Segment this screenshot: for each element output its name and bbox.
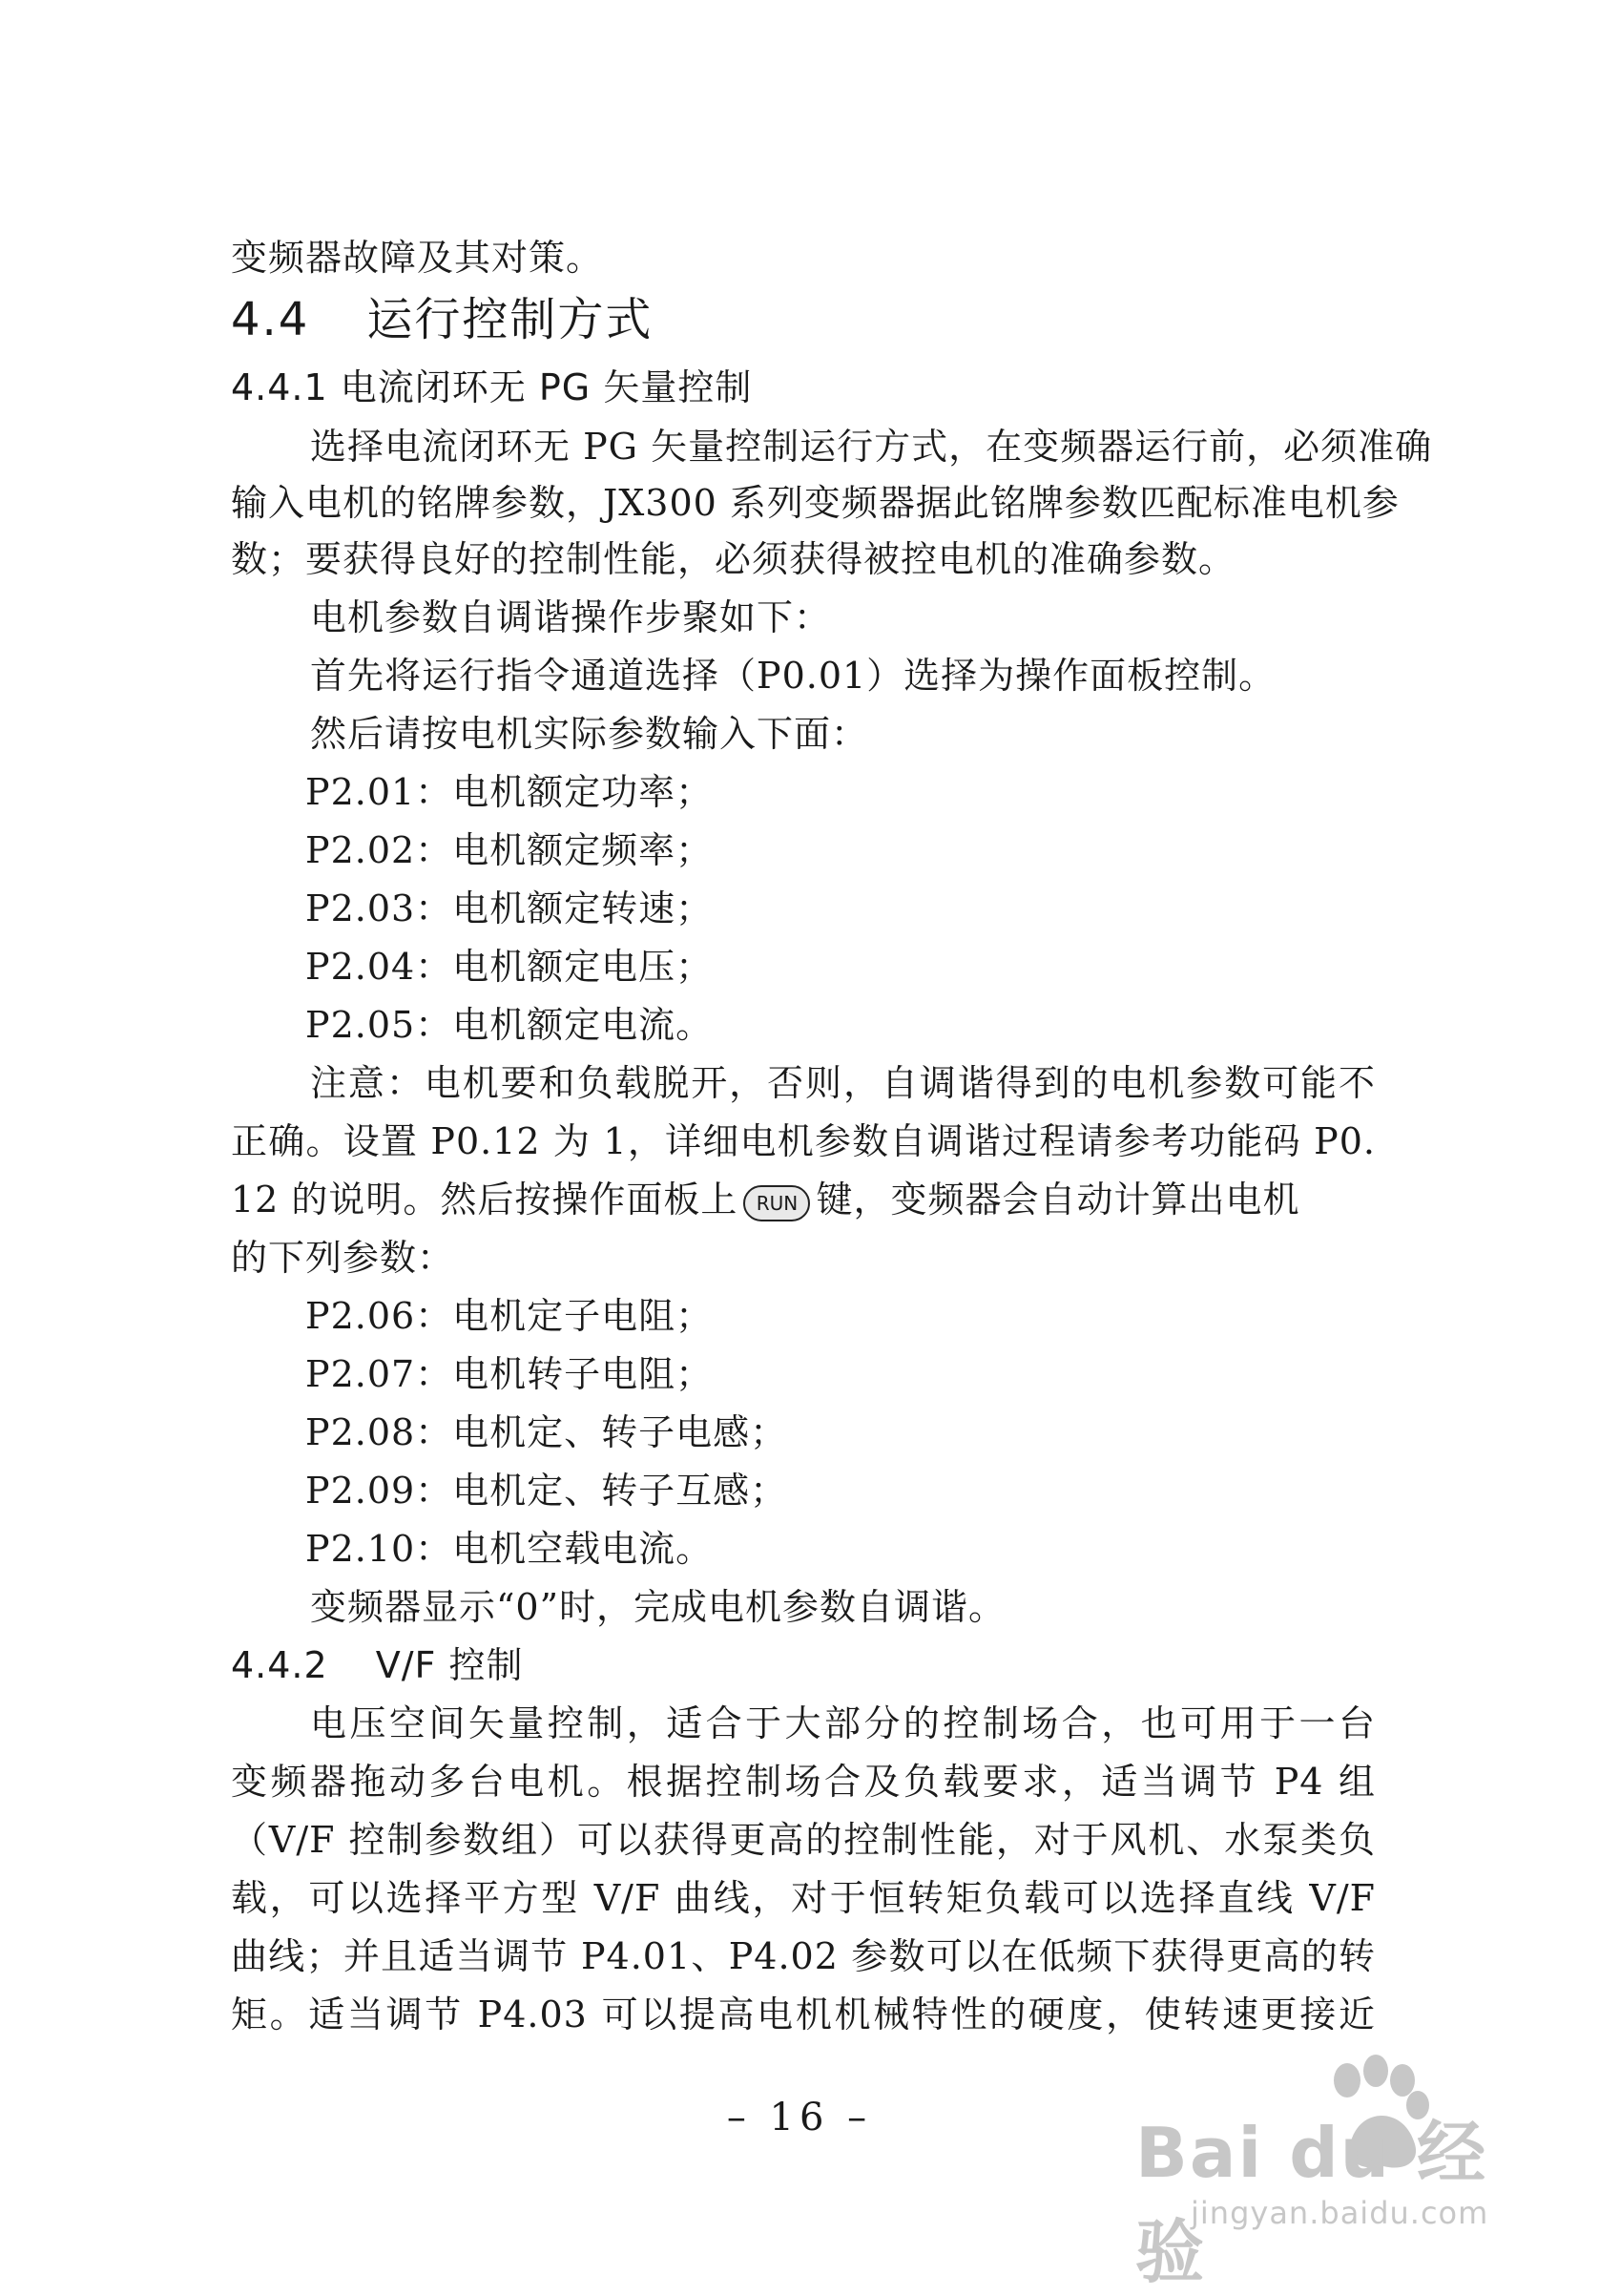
param-item: P2.03：电机额定转速； (305, 887, 714, 929)
section-title: 运行控制方式 (366, 293, 654, 346)
subsection-heading-2 (231, 1643, 523, 1687)
note-text-before-key: 12 的说明。然后按操作面板上 (231, 1179, 738, 1221)
paragraph-line: 矩。适当调节 P4.03 可以提高电机机械特性的硬度，使转速更接近 (231, 1993, 1376, 2035)
paragraph-line: （V/F 控制参数组）可以获得更高的控制性能，对于风机、水泵类负 (231, 1819, 1376, 1861)
param-item: P2.06：电机定子电阻； (305, 1295, 714, 1337)
note-line: 正确。设置 P0.12 为 1，详细电机参数自调谐过程请参考功能码 P0. (231, 1120, 1376, 1162)
intro-line: 变频器故障及其对策。 (231, 237, 604, 279)
param-item: P2.10：电机空载电流。 (305, 1528, 714, 1570)
subsection-number: 4.4.1 (231, 366, 328, 408)
paragraph-line: 选择电流闭环无 PG 矢量控制运行方式，在变频器运行前，必须准确 (310, 426, 1433, 468)
note-line: 的下列参数： (231, 1237, 455, 1279)
page-number: – 16 – (726, 2096, 873, 2139)
paragraph-line: 电压空间矢量控制，适合于大部分的控制场合，也可用于一台 (310, 1702, 1376, 1744)
note-line: 注意：电机要和负载脱开，否则，自调谐得到的电机参数可能不 (310, 1062, 1376, 1104)
paragraph-line: 电机参数自调谐操作步聚如下： (310, 596, 832, 638)
param-item: P2.02：电机额定频率； (305, 829, 714, 871)
watermark-url: jingyan.baidu.com (1191, 2195, 1489, 2231)
param-item: P2.05：电机额定电流。 (305, 1004, 714, 1046)
run-key-icon: RUN (743, 1185, 810, 1221)
section-heading (231, 293, 653, 346)
note-line-with-key (231, 1178, 1299, 1221)
paragraph-line: 数；要获得良好的控制性能，必须获得被控电机的准确参数。 (231, 538, 1236, 580)
watermark-brand: Bai du 经验 (1135, 2113, 1488, 2292)
param-item: P2.08：电机定、转子电感； (305, 1411, 788, 1453)
param-item: P2.09：电机定、转子互感； (305, 1470, 788, 1512)
paragraph-line: 然后请按电机实际参数输入下面： (310, 713, 869, 755)
subsection-number: 4.4.2 (231, 1644, 328, 1686)
subsection-title: V/F 控制 (375, 1644, 524, 1686)
subsection-heading-1 (231, 365, 752, 409)
paragraph-line: 变频器显示“0”时，完成电机参数自调谐。 (310, 1586, 1007, 1628)
paragraph-line: 首先将运行指令通道选择（P0.01）选择为操作面板控制。 (310, 655, 1277, 697)
paragraph-line: 曲线；并且适当调节 P4.01、P4.02 参数可以在低频下获得更高的转 (231, 1935, 1376, 1977)
paragraph-line: 载，可以选择平方型 V/F 曲线，对于恒转矩负载可以选择直线 V/F (231, 1877, 1376, 1919)
baidu-jingyan-watermark (1135, 2042, 1555, 2292)
paragraph-line: 输入电机的铭牌参数，JX300 系列变频器据此铭牌参数匹配标准电机参 (231, 482, 1400, 524)
subsection-title: 电流闭环无 PG 矢量控制 (340, 366, 753, 408)
paragraph-line: 变频器拖动多台电机。根据控制场合及负载要求，适当调节 P4 组 (231, 1761, 1376, 1803)
section-number: 4.4 (231, 293, 310, 346)
param-item: P2.07：电机转子电阻； (305, 1353, 714, 1395)
param-item: P2.01：电机额定功率； (305, 771, 714, 813)
param-item: P2.04：电机额定电压； (305, 946, 714, 988)
note-text-after-key: 键，变频器会自动计算出电机 (816, 1179, 1300, 1221)
